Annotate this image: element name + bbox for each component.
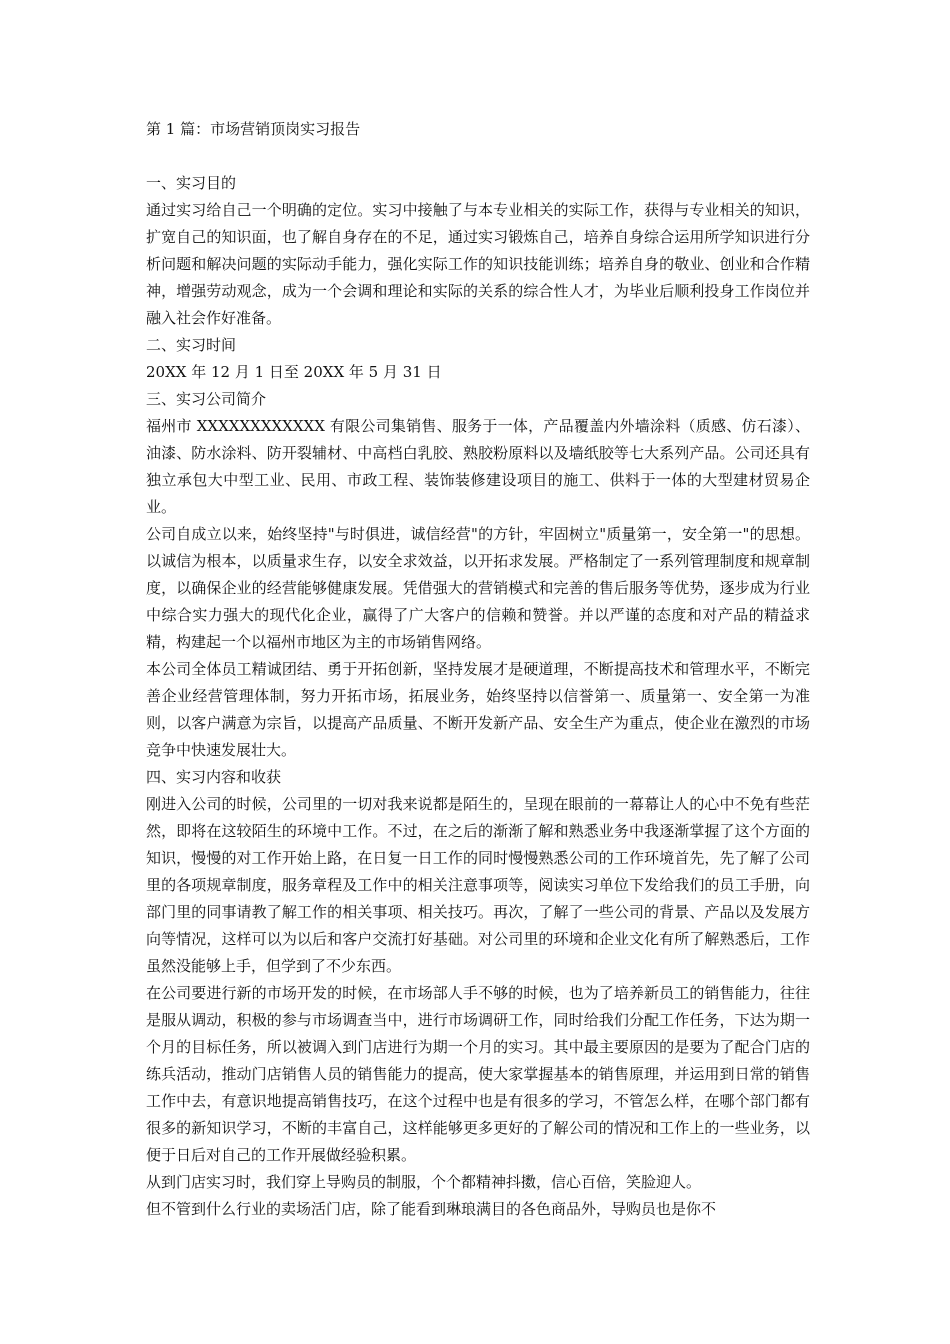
paragraph: 刚进入公司的时候，公司里的一切对我来说都是陌生的，呈现在眼前的一幕幕让人的心中不免有些茫然，即将在这较陌生的环境中工作。不过，在之后的渐渐了解和熟悉业务中我逐渐掌握了这个方面的知识，慢慢的对工作开始上路，在日复一日工作的同时慢慢熟悉公司的工作环境首先，先了解了公司里的各项规章制度，服务章程及工作中的相关注意事项等，阅读实习单位下发给我们的员工手册，向部门里的同事请教了解工作的相关事项、相关技巧。再次，了解了一些公司的背景、产品以及发展方向等情况，这样可以为以后和客户交流打好基础。对公司里的环境和企业文化有所了解熟悉后，工作虽然没能够上手，但学到了不少东西。	[146, 795, 810, 975]
section-purpose	[146, 170, 810, 332]
section-heading: 一、实习目的	[146, 174, 237, 192]
document-page	[146, 116, 810, 1223]
paragraph: 20XX 年 12 月 1 日至 20XX 年 5 月 31 日	[146, 363, 442, 381]
section-heading: 四、实习内容和收获	[146, 768, 282, 786]
section-company-intro	[146, 386, 810, 764]
section-content-gains	[146, 764, 810, 1223]
section-heading: 三、实习公司简介	[146, 390, 267, 408]
section-heading: 二、实习时间	[146, 336, 237, 354]
section-time	[146, 332, 810, 386]
paragraph: 本公司全体员工精诚团结、勇于开拓创新，坚持发展才是硬道理，不断提高技术和管理水平，不断完善企业经营管理体制，努力开拓市场，拓展业务，始终坚持以信誉第一、质量第一、安全第一为准则，以客户满意为宗旨，以提高产品质量、不断开发新产品、安全生产为重点，使企业在激烈的市场竞争中快速发展壮大。	[146, 660, 810, 759]
paragraph: 但不管到什么行业的卖场活门店，除了能看到琳琅满目的各色商品外，导购员也是你不	[146, 1200, 717, 1218]
paragraph: 通过实习给自己一个明确的定位。实习中接触了与本专业相关的实际工作，获得与专业相关的知识，扩宽自己的知识面，也了解自身存在的不足，通过实习锻炼自己，培养自身综合运用所学知识进行分析问题和解决问题的实际动手能力，强化实际工作的知识技能训练；培养自身的敬业、创业和合作精神，增强劳动观念，成为一个会调和理论和实际的关系的综合性人才，为毕业后顺利投身工作岗位并融入社会作好准备。	[146, 201, 810, 327]
paragraph: 福州市 XXXXXXXXXXXX 有限公司集销售、服务于一体，产品覆盖内外墙涂料（质感、仿石漆）、油漆、防水涂料、防开裂辅材、中高档白乳胶、熟胶粉原料以及墙纸胶等七大系列产品。公司还具有独立承包大中型工业、民用、市政工程、装饰装修建设项目的施工、供料于一体的大型建材贸易企业。	[146, 417, 810, 516]
paragraph: 从到门店实习时，我们穿上导购员的制服，个个都精神抖擞，信心百倍，笑脸迎人。	[146, 1173, 702, 1191]
document-title: 第 1 篇：市场营销顶岗实习报告	[146, 120, 361, 138]
paragraph: 公司自成立以来，始终坚持"与时俱进，诚信经营"的方针，牢固树立"质量第一，安全第一"的思想。以诚信为根本，以质量求生存，以安全求效益，以开拓求发展。严格制定了一系列管理制度和规章制度，以确保企业的经营能够健康发展。凭借强大的营销模式和完善的售后服务等优势，逐步成为行业中综合实力强大的现代化企业，赢得了广大客户的信赖和赞誉。并以严谨的态度和对产品的精益求精，构建起一个以福州市地区为主的市场销售网络。	[146, 525, 810, 651]
paragraph: 在公司要进行新的市场开发的时候，在市场部人手不够的时候，也为了培养新员工的销售能力，往往是服从调动，积极的参与市场调查当中，进行市场调研工作，同时给我们分配工作任务，下达为期一个月的目标任务，所以被调入到门店进行为期一个月的实习。其中最主要原因的是要为了配合门店的练兵活动，推动门店销售人员的销售能力的提高，使大家掌握基本的销售原理，并运用到日常的销售工作中去，有意识地提高销售技巧，在这个过程中也是有很多的学习，不管怎么样，在哪个部门都有很多的新知识学习，不断的丰富自己，这样能够更多更好的了解公司的情况和工作上的一些业务，以便于日后对自己的工作开展做经验积累。	[146, 984, 810, 1164]
